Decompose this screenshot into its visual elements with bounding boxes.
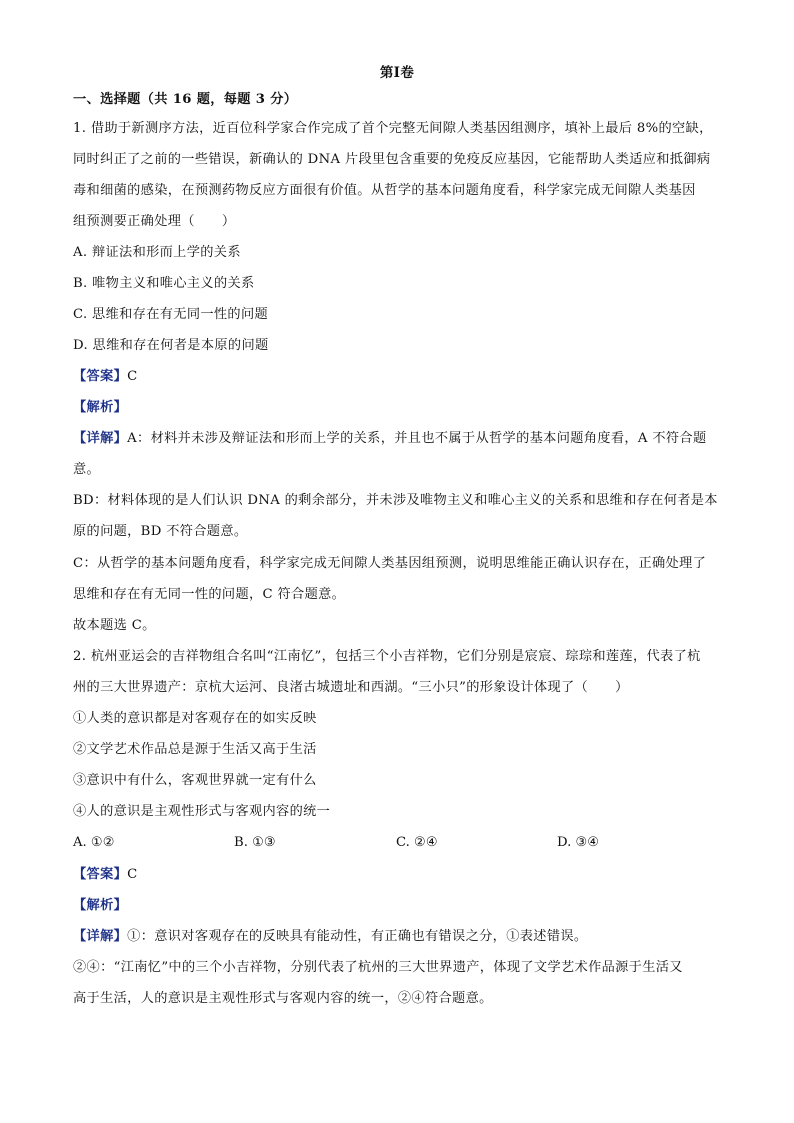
q2-analysis bbox=[73, 897, 127, 915]
q2-option-d: D. ③④ bbox=[557, 835, 600, 850]
q1-stem-line-4: 组预测要正确处理（ ） bbox=[73, 214, 236, 229]
page-title: 第Ⅰ卷 bbox=[379, 65, 415, 81]
q1-detail-1 bbox=[73, 430, 706, 448]
answer-tag: 【答案】 bbox=[73, 369, 128, 384]
q1-option-d: D. 思维和存在何者是本原的问题 bbox=[73, 338, 269, 353]
detail-tag: 【详解】 bbox=[73, 929, 128, 944]
q2-statement-1: ①人类的意识都是对客观存在的如实反映 bbox=[73, 711, 317, 726]
q2-option-c: C. ②④ bbox=[396, 835, 438, 850]
q2-detail-1-text: ①：意识对客观存在的反映具有能动性，有正确也有错误之分，①表述错误。 bbox=[127, 929, 588, 944]
q1-detail-3-cont: 思维和存在有无同一性的问题，C 符合题意。 bbox=[73, 587, 346, 602]
q1-stem-line-3: 毒和细菌的感染，在预测药物反应方面很有价值。从哲学的基本问题角度看，科学家完成无间隙人类基因 bbox=[73, 183, 696, 198]
q2-statement-3: ③意识中有什么，客观世界就一定有什么 bbox=[73, 773, 317, 788]
q2-statement-4: ④人的意识是主观性形式与客观内容的统一 bbox=[73, 804, 331, 819]
q1-detail-3: C：从哲学的基本问题角度看，科学家完成无间隙人类基因组预测，说明思维能正确认识存在，正确处理了 bbox=[73, 556, 707, 571]
q2-detail-2: ②④：“江南忆”中的三个小吉祥物，分别代表了杭州的三大世界遗产，体现了文学艺术作品源于生活又 bbox=[73, 960, 683, 975]
q1-stem-line-1: 1. 借助于新测序方法，近百位科学家合作完成了首个完整无间隙人类基因组测序，填补上最后 8%的空缺， bbox=[73, 121, 713, 136]
analysis-tag: 【解析】 bbox=[73, 898, 128, 913]
q1-option-b: B. 唯物主义和唯心主义的关系 bbox=[73, 276, 255, 291]
analysis-tag: 【解析】 bbox=[73, 400, 128, 415]
q2-detail-2-cont: 高于生活，人的意识是主观性形式与客观内容的统一，②④符合题意。 bbox=[73, 991, 493, 1006]
q2-stem-line-1: 2. 杭州亚运会的吉祥物组合名叫“江南忆”，包括三个小吉祥物，它们分别是宸宸、琮琮和莲莲，代表了杭 bbox=[73, 649, 701, 664]
q1-analysis bbox=[73, 399, 127, 417]
q2-option-a: A. ①② bbox=[73, 835, 115, 850]
q1-detail-2-cont: 原的问题，BD 不符合题意。 bbox=[73, 524, 248, 539]
q1-stem-line-2: 同时纠正了之前的一些错误，新确认的 DNA 片段里包含重要的免疫反应基因，它能帮助人类适应和抵御病 bbox=[73, 152, 711, 167]
q1-option-a: A. 辩证法和形而上学的关系 bbox=[73, 245, 241, 260]
q2-answer bbox=[73, 866, 138, 884]
q1-option-c: C. 思维和存在有无同一性的问题 bbox=[73, 307, 269, 322]
q2-detail-1 bbox=[73, 928, 587, 946]
answer-tag: 【答案】 bbox=[73, 867, 128, 882]
q1-answer-value: C bbox=[127, 369, 138, 384]
q1-conclusion: 故本题选 C。 bbox=[73, 618, 156, 633]
q1-detail-1-text: A：材料并未涉及辩证法和形而上学的关系，并且也不属于从哲学的基本问题角度看，A 不符合题 bbox=[127, 431, 707, 446]
q2-statement-2: ②文学艺术作品总是源于生活又高于生活 bbox=[73, 742, 317, 757]
q2-option-b: B. ①③ bbox=[234, 835, 276, 850]
q2-stem-line-2: 州的三大世界遗产：京杭大运河、良渚古城遗址和西湖。“三小只”的形象设计体现了（ ） bbox=[73, 680, 629, 695]
q1-detail-1-cont: 意。 bbox=[73, 462, 101, 477]
section-heading: 一、选择题（共 16 题，每题 3 分） bbox=[73, 92, 298, 107]
q2-answer-value: C bbox=[127, 867, 138, 882]
q1-detail-2: BD：材料体现的是人们认识 DNA 的剩余部分，并未涉及唯物主义和唯心主义的关系和思维和存在何者是本 bbox=[73, 493, 718, 508]
detail-tag: 【详解】 bbox=[73, 431, 128, 446]
q1-answer bbox=[73, 368, 138, 386]
